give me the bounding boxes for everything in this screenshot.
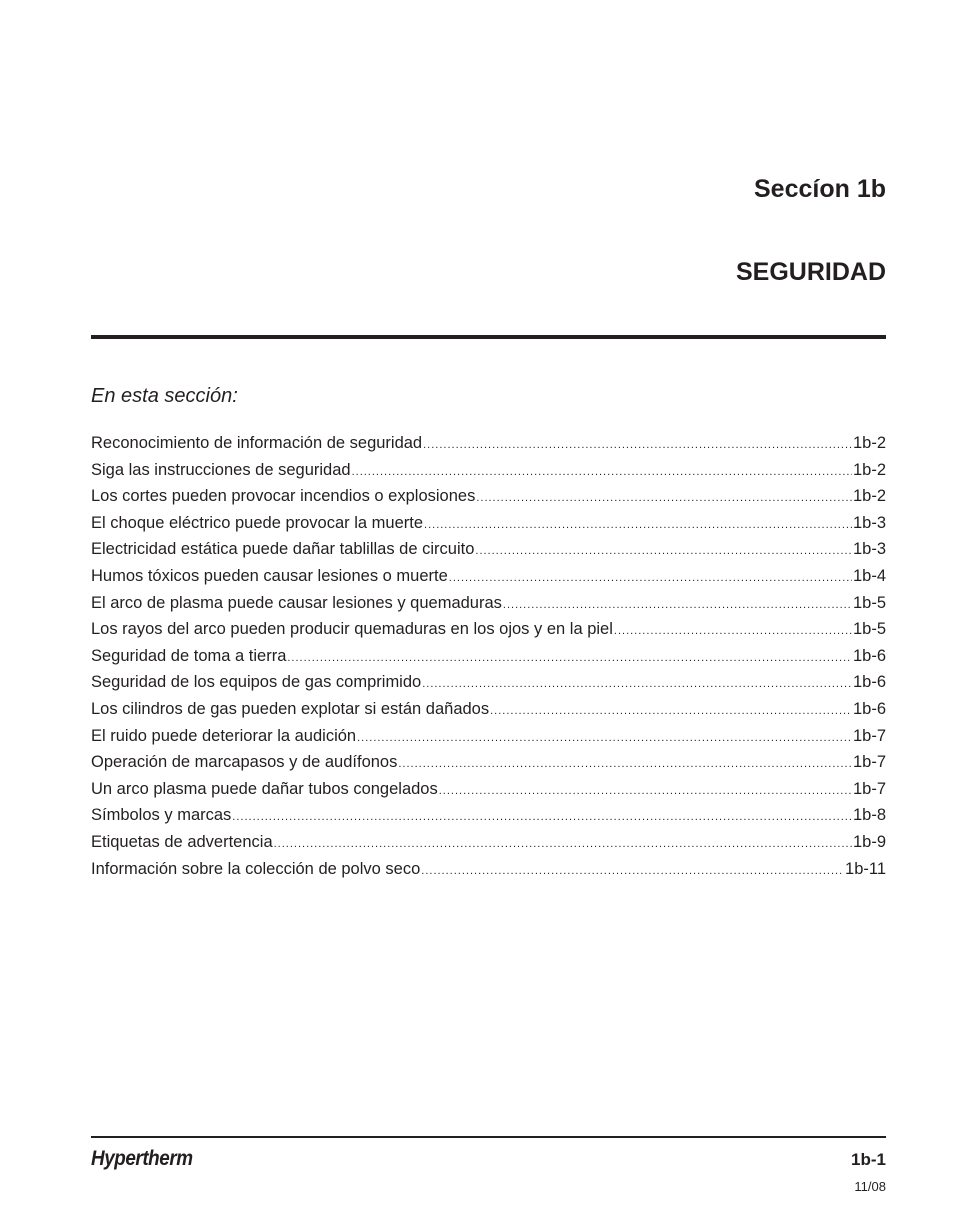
toc-entry-page: 1b-8 [852, 806, 886, 825]
toc-entry-page: 1b-11 [845, 859, 886, 878]
toc-entry-title: Los rayos del arco pueden producir quemaduras en los ojos y en la piel [91, 620, 613, 639]
toc-leader-dots [421, 865, 844, 877]
header-divider [91, 335, 886, 339]
toc-entry-title: Reconocimiento de información de seguridad [91, 434, 423, 452]
toc-entry[interactable] [91, 780, 886, 807]
toc-entry-page: 1b-6 [852, 699, 886, 718]
toc-entry-page: 1b-5 [852, 620, 886, 639]
toc-entry-title: Los cilindros de gas pueden explotar si están dañados [91, 699, 490, 718]
toc-entry-title: Los cortes pueden provocar incendios o explosiones [91, 487, 476, 506]
toc-entry[interactable] [91, 806, 886, 833]
revision-date: 11/08 [854, 1179, 886, 1194]
toc-leader-dots [449, 572, 852, 584]
toc-entry-page: 1b-2 [852, 434, 886, 452]
toc-entry[interactable] [91, 461, 886, 488]
toc-entry[interactable] [91, 487, 886, 514]
toc-entry-page: 1b-7 [852, 753, 886, 772]
toc-entry-title: El ruido puede deteriorar la audición [91, 726, 357, 745]
toc-entry[interactable] [91, 860, 886, 887]
section-title: SEGURIDAD [735, 258, 886, 286]
toc-leader-dots [423, 439, 852, 451]
toc-entry-title: Información sobre la colección de polvo seco [91, 859, 421, 878]
toc-entry-title: Siga las instrucciones de seguridad [91, 460, 351, 479]
toc-leader-dots [503, 599, 852, 611]
toc-entry-page: 1b-2 [852, 460, 886, 479]
toc-entry[interactable] [91, 434, 886, 461]
toc-leader-dots [287, 652, 852, 664]
toc-entry-title: Seguridad de toma a tierra [91, 646, 287, 665]
toc-entry-page: 1b-5 [852, 593, 886, 612]
toc-leader-dots [352, 466, 852, 478]
toc-entry-title: Humos tóxicos pueden causar lesiones o muerte [91, 566, 448, 585]
toc-leader-dots [274, 838, 852, 850]
toc-entry-page: 1b-7 [852, 779, 886, 798]
toc-entry-title: Electricidad estática puede dañar tablillas de circuito [91, 540, 475, 559]
toc-leader-dots [357, 732, 852, 744]
toc-entry[interactable] [91, 727, 886, 754]
page-number: 1b-1 [851, 1150, 886, 1169]
toc-entry[interactable] [91, 620, 886, 647]
toc-leader-dots [476, 492, 852, 504]
footer-divider [91, 1136, 886, 1138]
section-label: Seccíon 1b [754, 175, 886, 203]
toc-leader-dots [439, 785, 852, 797]
toc-leader-dots [490, 705, 852, 717]
toc-entry[interactable] [91, 673, 886, 700]
toc-entry-title: El choque eléctrico puede provocar la muerte [91, 513, 424, 532]
toc-entry-page: 1b-7 [852, 726, 886, 745]
toc-leader-dots [422, 678, 852, 690]
toc-entry-title: El arco de plasma puede causar lesiones y quemaduras [91, 593, 502, 612]
toc-entry-page: 1b-3 [852, 540, 886, 559]
toc-entry-page: 1b-3 [852, 513, 886, 532]
toc-entry-title: Etiquetas de advertencia [91, 832, 273, 851]
toc-entry-title: Operación de marcapasos y de audífonos [91, 753, 398, 772]
toc-entry[interactable] [91, 514, 886, 541]
toc-entry[interactable] [91, 540, 886, 567]
toc-entry[interactable] [91, 700, 886, 727]
toc-leader-dots [398, 758, 852, 770]
toc-entry-title: Seguridad de los equipos de gas comprimido [91, 673, 422, 692]
toc-leader-dots [232, 811, 852, 823]
toc-entry-page: 1b-9 [852, 832, 886, 851]
toc-leader-dots [614, 625, 852, 637]
toc-entry[interactable] [91, 594, 886, 621]
brand-logo: Hypertherm [91, 1147, 193, 1170]
toc-entry-page: 1b-4 [852, 566, 886, 585]
toc-leader-dots [424, 519, 852, 531]
toc-entry[interactable] [91, 647, 886, 674]
toc-entry-title: Símbolos y marcas [91, 806, 232, 825]
toc-entry-page: 1b-2 [852, 487, 886, 506]
toc-entry-page: 1b-6 [852, 673, 886, 692]
toc-intro: En esta sección: [91, 385, 238, 407]
toc-entry[interactable] [91, 753, 886, 780]
toc-leader-dots [475, 545, 852, 557]
toc-entry-title: Un arco plasma puede dañar tubos congelados [91, 779, 438, 798]
toc-entry-page: 1b-6 [852, 646, 886, 665]
table-of-contents [91, 434, 886, 886]
toc-entry[interactable] [91, 833, 886, 860]
toc-entry[interactable] [91, 567, 886, 594]
